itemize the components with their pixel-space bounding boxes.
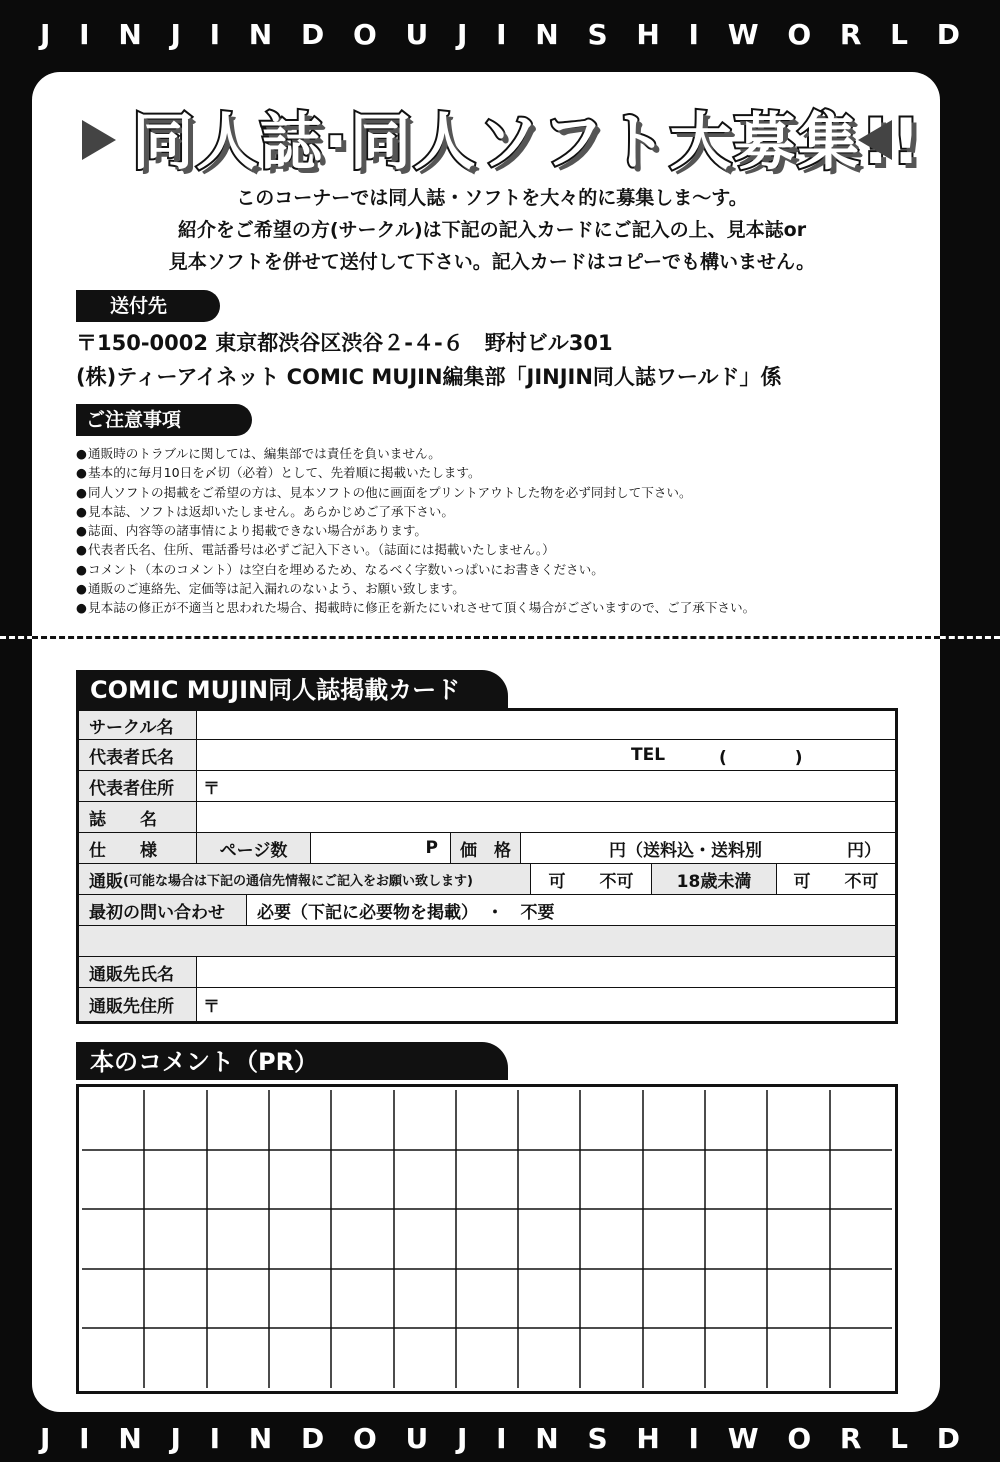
mo-name-label: 通販先氏名 — [79, 957, 197, 987]
banner-letter: D — [300, 18, 325, 51]
row-first-contact — [79, 895, 895, 926]
pages-label: ページ数 — [197, 833, 311, 863]
banner-letter: U — [405, 1422, 429, 1455]
banner-letter: S — [587, 18, 608, 51]
first-contact-value[interactable]: 必要（下記に必要物を掲載） ・ 不要 — [257, 902, 555, 923]
banner-letter: J — [456, 18, 468, 51]
title-banner — [32, 86, 940, 178]
banner-letter: R — [839, 18, 862, 51]
banner-letter: L — [890, 18, 909, 51]
row-blank — [79, 926, 895, 957]
banner-letter: I — [79, 18, 90, 51]
mail-order-label — [79, 864, 531, 894]
row-mo-addr — [79, 988, 895, 1021]
under18-label: 18歳未満 — [651, 864, 777, 894]
banner-letter: S — [587, 1422, 608, 1455]
send-to-label: 送付先 — [76, 290, 220, 322]
mail-order-title: 通販 — [89, 871, 123, 892]
banner-letter: W — [727, 1422, 759, 1455]
comment-tab: 本のコメント（PR） — [76, 1042, 508, 1080]
comment-grid[interactable] — [76, 1084, 898, 1394]
list-item: ● 見本誌の修正が不適当と思われた場合、掲載時に修正を新たにいれさせて頂く場合がございますので、ご了承下さい。 — [76, 598, 916, 617]
list-item: ● 見本誌、ソフトは返却いたしません。あらかじめご了承下さい。 — [76, 502, 916, 521]
list-item: ● 通販のご連絡先、定価等は記入漏れのないよう、お願い致します。 — [76, 579, 916, 598]
mail-order-note: (可能な場合は下記の通信先情報にご記入をお願い致します) — [123, 873, 473, 889]
title-field[interactable] — [197, 802, 895, 832]
price-label: 価 格 — [451, 833, 521, 863]
submission-card — [32, 72, 940, 1412]
banner-letter: D — [936, 18, 960, 51]
blank-field[interactable] — [79, 926, 895, 956]
banner-letter: H — [636, 18, 660, 51]
mo-addr-label: 通販先住所 — [79, 988, 197, 1021]
list-item: ● 代表者氏名、住所、電話番号は必ずご記入下さい。（誌面には掲載いたしません。） — [76, 540, 916, 559]
footer-banner — [0, 1422, 1000, 1462]
comment-grid-cells[interactable] — [82, 1090, 892, 1388]
notes-label: ご注意事項 — [76, 404, 252, 436]
banner-letter: J — [40, 18, 51, 51]
banner-letter: O — [787, 18, 812, 51]
banner-letter: I — [496, 1422, 507, 1455]
list-item: ● コメント（本のコメント）は空白を埋めるため、なるべく字数いっぱいにお書きください。 — [76, 560, 916, 579]
row-rep-name — [79, 740, 895, 771]
intro-line: 見本ソフトを併せて送付して下さい。記入カードはコピーでも構いません。 — [168, 251, 816, 273]
mo-name-field[interactable] — [197, 957, 895, 987]
mail-order-allow[interactable]: 可 不可 — [548, 871, 634, 892]
row-spec — [79, 833, 895, 864]
banner-letter: J — [170, 18, 181, 51]
send-to-address: 〒150-0002 東京都渋谷区渋谷２-４-６ 野村ビル301 — [76, 331, 613, 355]
banner-letter: N — [535, 18, 559, 51]
under18-allow[interactable]: 可 不可 — [793, 871, 879, 892]
banner-letter: N — [535, 1422, 559, 1455]
notes-list — [76, 444, 916, 618]
banner-letter: U — [405, 18, 429, 51]
rep-addr-field[interactable]: 〒 — [203, 778, 220, 799]
list-item: ● 同人ソフトの掲載をご希望の方は、見本ソフトの他に画面をプリントアウトした物を必ず同封して下さい。 — [76, 483, 916, 502]
banner-letter: J — [456, 1422, 468, 1455]
triangle-left-icon — [82, 120, 116, 160]
header-banner — [0, 18, 1000, 58]
intro-line: このコーナーでは同人誌・ソフトを大々的に募集しま〜す。 — [236, 187, 748, 209]
banner-letter: W — [727, 18, 759, 51]
banner-letter: I — [209, 1422, 221, 1455]
rep-name-field[interactable] — [197, 740, 617, 770]
banner-letter: L — [890, 1422, 909, 1455]
send-to-recipient: (株)ティーアイネット COMIC MUJIN編集部「JINJIN同人誌ワールド」係 — [76, 365, 782, 389]
intro-text — [92, 182, 892, 278]
banner-letter: I — [209, 18, 221, 51]
banner-letter: J — [170, 1422, 181, 1455]
row-rep-addr — [79, 771, 895, 802]
entry-form — [76, 708, 898, 1024]
banner-letter: N — [118, 1422, 142, 1455]
triangle-right-icon — [858, 120, 892, 160]
circle-field[interactable] — [197, 711, 895, 739]
banner-letter: O — [787, 1422, 812, 1455]
pages-field[interactable]: P — [311, 833, 451, 863]
banner-letter: N — [118, 18, 142, 51]
row-title — [79, 802, 895, 833]
intro-line: 紹介をご希望の方(サークル)は下記の記入カードにご記入の上、見本誌or — [177, 219, 807, 241]
banner-letter: N — [248, 18, 273, 51]
spec-label: 仕 様 — [79, 833, 197, 863]
banner-letter: H — [636, 1422, 660, 1455]
list-item: ● 誌面、内容等の諸事情により掲載できない場合があります。 — [76, 521, 916, 540]
banner-letter: I — [496, 18, 507, 51]
banner-letter: I — [688, 1422, 699, 1455]
page-title: 同人誌·同人ソフト大募集!! — [132, 105, 923, 178]
tel-field[interactable]: ( ) — [719, 747, 803, 768]
price-field[interactable]: 円（送料込・送料別 円） — [609, 840, 881, 861]
banner-letter: I — [688, 18, 699, 51]
banner-letter: D — [300, 1422, 325, 1455]
banner-letter: I — [79, 1422, 90, 1455]
list-item: ● 基本的に毎月10日を〆切（必着）として、先着順に掲載いたします。 — [76, 463, 916, 482]
banner-letter: O — [352, 18, 377, 51]
row-mo-name — [79, 957, 895, 988]
rep-addr-label: 代表者住所 — [79, 771, 197, 801]
tel-label: TEL — [631, 745, 666, 765]
form-tab: COMIC MUJIN同人誌掲載カード — [76, 670, 508, 708]
title-label: 誌 名 — [79, 802, 197, 832]
mo-addr-field[interactable]: 〒 — [203, 997, 220, 1017]
cut-line-inner — [32, 636, 940, 639]
rep-name-label: 代表者氏名 — [79, 740, 197, 770]
banner-letter: J — [40, 1422, 51, 1455]
banner-letter: O — [352, 1422, 377, 1455]
circle-label: サークル名 — [79, 711, 197, 739]
banner-letter: R — [839, 1422, 862, 1455]
comment-grid-lines — [82, 1090, 892, 1388]
banner-letter: D — [936, 1422, 960, 1455]
row-mail-order — [79, 864, 895, 895]
banner-letter: N — [248, 1422, 273, 1455]
list-item: ● 通販時のトラブルに関しては、編集部では責任を負いません。 — [76, 444, 916, 463]
row-circle — [79, 711, 895, 740]
first-contact-label: 最初の問い合わせ — [79, 895, 247, 925]
